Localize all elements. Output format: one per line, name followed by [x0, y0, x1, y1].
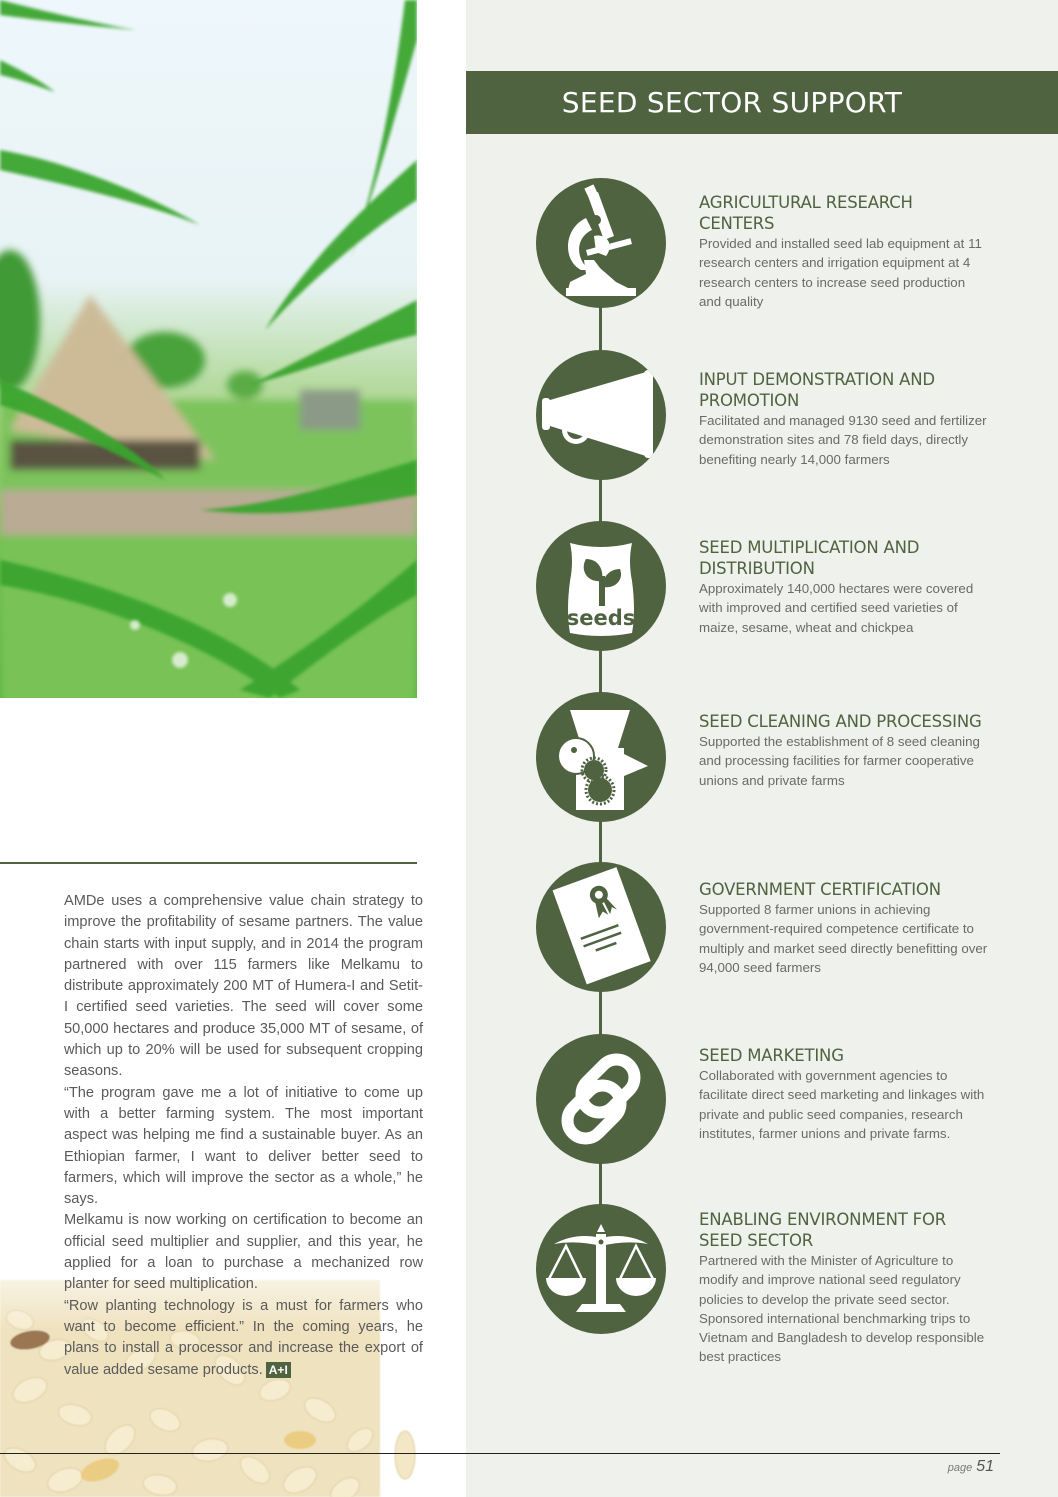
scales-icon	[536, 1204, 666, 1334]
story-paragraph: AMDe uses a comprehensive value chain strategy to improve the profitability of sesame partners. The value chain starts with input supply, and in 2014 the program partnered with over 115 farmers like Melkamu to distribute approximately 200 MT of Humera-I and Setit-I certified seed varieties. The seed will cover some 50,000 hectares and produce 35,000 MT of sesame, of which up to 20% will be used for subsequent cropping seasons.	[64, 893, 423, 1080]
section-title: SEED SECTOR SUPPORT	[561, 86, 903, 119]
story-paragraph	[64, 1296, 423, 1381]
seed-bag-icon	[536, 521, 666, 651]
item-description: Partnered with the Minister of Agriculture to modify and improve national seed regulatory policies to develop the private seed sector. Sponsored international benchmarking trips to Vietnam and Bangladesh to develop responsible best practices	[699, 1253, 985, 1365]
item-title: AGRICULTURAL RESEARCH CENTERS	[699, 193, 913, 233]
item-seed-multiplication	[699, 537, 989, 637]
page-number-value: 51	[976, 1458, 994, 1475]
page-label: page	[947, 1462, 973, 1474]
photo-hut-grass	[0, 0, 417, 698]
item-input-demonstration	[699, 369, 989, 469]
end-mark-badge: A+I	[266, 1362, 291, 1378]
item-title: GOVERNMENT CERTIFICATION	[699, 880, 941, 899]
item-description: Collaborated with government agencies to facilitate direct seed marketing and linkages with private and public seed companies, research institutes, farmer unions and private farms.	[699, 1068, 985, 1141]
section-title-bar	[466, 71, 1058, 134]
megaphone-icon	[536, 350, 666, 480]
microscope-icon	[536, 178, 666, 308]
page-number	[948, 1458, 994, 1476]
svg-text:seeds: seeds	[566, 606, 636, 630]
item-description: Approximately 140,000 hectares were covered with improved and certified seed varieties of maize, sesame, wheat and chickpea	[699, 581, 974, 635]
item-title: SEED MARKETING	[699, 1046, 844, 1065]
item-enabling-environment	[699, 1209, 989, 1367]
item-title: SEED CLEANING AND PROCESSING	[699, 712, 982, 731]
left-divider-rule	[0, 862, 417, 864]
certificate-icon	[536, 862, 666, 992]
item-description: Supported the establishment of 8 seed cleaning and processing facilities for farmer cooperative unions and private farms	[699, 734, 980, 788]
story-paragraph-text: “Row planting technology is a must for farmers who want to become efficient.” In the coming years, he plans to install a processor and increase the export of value added sesame products.	[64, 1297, 423, 1378]
item-title: INPUT DEMONSTRATION AND PROMOTION	[699, 370, 935, 410]
footer-rule	[0, 1453, 1000, 1454]
item-seed-marketing	[699, 1045, 989, 1143]
chain-link-icon	[536, 1034, 666, 1164]
item-description: Supported 8 farmer unions in achieving government-required competence certificate to multiply and market seed directly benefitting over 94,000 seed farmers	[699, 902, 988, 975]
item-agricultural-research	[699, 192, 989, 311]
item-seed-cleaning	[699, 711, 989, 790]
processing-machine-icon	[536, 692, 666, 822]
story-paragraph: Melkamu is now working on certification to become an official seed multiplier and supplier, and this year, he applied for a loan to purchase a mechanized row planter for seed multiplication.	[64, 1212, 423, 1293]
item-government-certification	[699, 879, 989, 977]
story-text	[64, 891, 423, 1381]
story-paragraph: “The program gave me a lot of initiative to come up with a better farming system. The most important aspect was helping me find a sustainable buyer. As an Ethiopian farmer, I want to deliver better seed to farmers, which will improve the sector as a whole,” he says.	[64, 1084, 423, 1208]
item-description: Facilitated and managed 9130 seed and fertilizer demonstration sites and 78 field days, directly benefiting nearly 14,000 farmers	[699, 413, 987, 467]
item-title: ENABLING ENVIRONMENT FOR SEED SECTOR	[699, 1210, 946, 1250]
item-description: Provided and installed seed lab equipment at 11 research centers and irrigation equipment at 4 research centers to increase seed production and quality	[699, 236, 982, 309]
item-title: SEED MULTIPLICATION AND DISTRIBUTION	[699, 538, 920, 578]
